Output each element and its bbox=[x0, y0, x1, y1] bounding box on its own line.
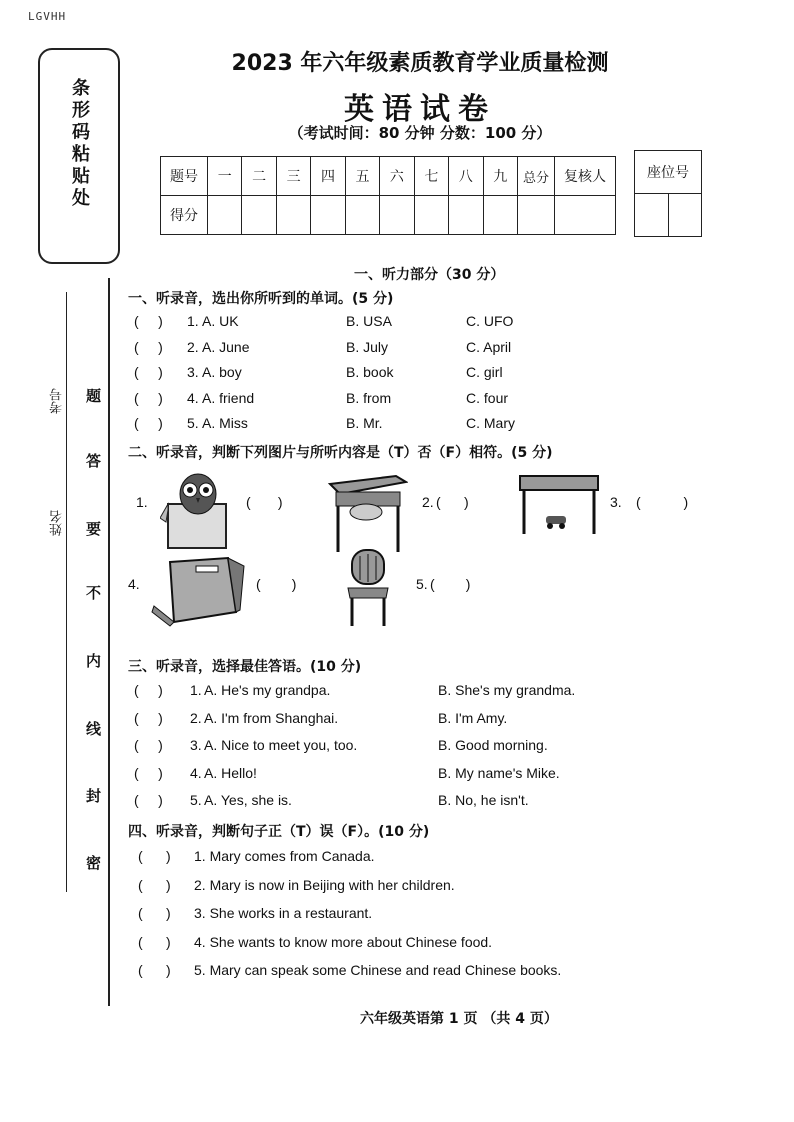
score-input-cell[interactable] bbox=[483, 196, 518, 235]
option-b: B. Mr. bbox=[346, 415, 383, 431]
score-table-score-row bbox=[161, 196, 616, 235]
owl-in-box-image bbox=[160, 470, 236, 552]
answer-blank[interactable]: ( ) bbox=[134, 415, 163, 431]
option-a: A. I'm from Shanghai. bbox=[204, 709, 339, 726]
chair-image bbox=[344, 548, 392, 628]
item-number: 3. bbox=[187, 364, 199, 380]
binding-line-inner bbox=[108, 278, 110, 1006]
option-c: C. April bbox=[466, 338, 512, 355]
score-input-cell[interactable] bbox=[414, 196, 448, 235]
car-under-desk-image bbox=[518, 474, 600, 536]
score-input-cell[interactable] bbox=[242, 196, 276, 235]
option-b: B. USA bbox=[346, 313, 392, 329]
option-a: A. June bbox=[202, 338, 250, 355]
score-input-cell[interactable] bbox=[555, 196, 616, 235]
binding-line-outer bbox=[66, 292, 67, 892]
list-item bbox=[130, 962, 690, 991]
option-c: C. girl bbox=[466, 364, 503, 380]
score-cell: 八 bbox=[449, 157, 483, 196]
section-4-list bbox=[130, 848, 690, 991]
picture-number: 5. bbox=[416, 576, 428, 592]
option-a: A. Nice to meet you, too. bbox=[204, 737, 358, 753]
barcode-label: 条形码粘贴处 bbox=[69, 78, 90, 210]
score-input-cell[interactable] bbox=[208, 196, 242, 235]
score-input-cell[interactable] bbox=[311, 196, 345, 235]
statement: 4. She wants to know more about Chinese food. bbox=[194, 933, 493, 950]
seal-char: 密 bbox=[86, 854, 102, 872]
statement: 2. Mary is now in Beijing with her children. bbox=[194, 876, 455, 893]
item-number: 1. bbox=[187, 313, 199, 329]
option-b: B. Good morning. bbox=[438, 737, 548, 753]
answer-blank[interactable]: ( ) bbox=[134, 313, 163, 329]
list-item bbox=[130, 848, 690, 877]
corner-mark: LGVHH bbox=[28, 10, 67, 23]
score-cell: 九 bbox=[483, 157, 518, 196]
list-item bbox=[130, 737, 690, 765]
list-item bbox=[130, 390, 630, 416]
answer-blank[interactable]: ( ) bbox=[134, 338, 163, 355]
subject-title: 英语试卷 bbox=[344, 92, 496, 127]
option-a: A. boy bbox=[202, 364, 242, 380]
seal-char: 要 bbox=[86, 520, 102, 538]
section-1-list bbox=[130, 313, 630, 441]
list-item bbox=[130, 765, 690, 793]
answer-blank[interactable]: ( ) bbox=[138, 905, 171, 921]
name-label: 姓名 bbox=[50, 510, 65, 536]
list-item bbox=[130, 792, 690, 820]
option-b: B. from bbox=[346, 389, 392, 406]
item-number: 4. bbox=[187, 389, 199, 406]
list-item bbox=[130, 364, 630, 390]
exam-no-label: 考号 bbox=[50, 388, 65, 414]
option-c: C. UFO bbox=[466, 313, 514, 329]
answer-blank[interactable]: ( ) bbox=[134, 792, 163, 808]
answer-blank[interactable]: ( ) bbox=[246, 494, 283, 510]
score-cell: 复核人 bbox=[555, 157, 616, 196]
statement: 5. Mary can speak some Chinese and read Chinese books. bbox=[194, 962, 562, 978]
score-input-cell[interactable] bbox=[276, 196, 310, 235]
answer-blank[interactable]: ( ) bbox=[436, 494, 469, 510]
answer-blank[interactable]: ( ) bbox=[134, 709, 163, 726]
list-item bbox=[130, 313, 630, 339]
score-input-cell[interactable] bbox=[345, 196, 379, 235]
part-title: 一、听力部分（30 分） bbox=[354, 267, 505, 283]
score-table-header-row bbox=[161, 157, 616, 196]
book-image bbox=[150, 556, 246, 628]
answer-blank[interactable]: ( ) bbox=[138, 933, 171, 950]
score-cell: 总分 bbox=[518, 157, 555, 196]
seal-char: 不 bbox=[86, 584, 102, 602]
statement: 3. She works in a restaurant. bbox=[194, 905, 373, 921]
car-on-desk-image bbox=[326, 472, 408, 554]
score-cell: 五 bbox=[345, 157, 379, 196]
list-item bbox=[130, 339, 630, 365]
option-b: B. No, he isn't. bbox=[438, 792, 529, 808]
answer-blank[interactable]: ( ) bbox=[636, 494, 689, 510]
statement: 1. Mary comes from Canada. bbox=[194, 848, 375, 864]
seal-char: 内 bbox=[86, 652, 102, 670]
list-item bbox=[130, 905, 690, 934]
list-item bbox=[130, 877, 690, 906]
answer-blank[interactable]: ( ) bbox=[134, 389, 163, 406]
answer-blank[interactable]: ( ) bbox=[138, 876, 171, 893]
score-cell: 题号 bbox=[161, 157, 208, 196]
item-number: 2. bbox=[190, 709, 202, 726]
score-cell: 三 bbox=[276, 157, 310, 196]
item-number: 5. bbox=[190, 792, 202, 808]
answer-blank[interactable]: ( ) bbox=[134, 364, 163, 380]
option-b: B. She's my grandma. bbox=[438, 682, 576, 698]
seat-table bbox=[634, 150, 702, 237]
score-input-cell[interactable] bbox=[380, 196, 414, 235]
option-a: A. UK bbox=[202, 313, 239, 329]
item-number: 3. bbox=[190, 737, 202, 753]
page-footer: 六年级英语第 1 页 （共 4 页） bbox=[360, 1011, 558, 1027]
section-3-list bbox=[130, 682, 690, 820]
item-number: 2. bbox=[187, 338, 199, 355]
option-b: B. July bbox=[346, 338, 389, 355]
option-a: A. Yes, she is. bbox=[204, 792, 292, 808]
seal-char: 题 bbox=[86, 387, 102, 405]
answer-blank[interactable]: ( ) bbox=[138, 962, 171, 978]
option-c: C. Mary bbox=[466, 415, 515, 431]
option-c: C. four bbox=[466, 389, 509, 406]
seat-label: 座位号 bbox=[635, 151, 702, 194]
score-input-cell[interactable] bbox=[518, 196, 555, 235]
answer-blank[interactable]: ( ) bbox=[134, 737, 163, 753]
section-3-title: 三、听录音，选择最佳答语。(10 分) bbox=[128, 659, 362, 675]
option-a: A. Miss bbox=[202, 415, 248, 431]
exam-title: 2023 年六年级素质教育学业质量检测 bbox=[231, 51, 609, 76]
answer-blank[interactable]: ( ) bbox=[430, 576, 471, 592]
answer-blank[interactable]: ( ) bbox=[134, 764, 163, 781]
exam-info: （考试时间：80 分钟 分数：100 分） bbox=[288, 124, 552, 142]
seal-char: 答 bbox=[86, 452, 102, 470]
picture-number: 1. bbox=[136, 494, 148, 510]
option-a: A. friend bbox=[202, 389, 255, 406]
score-input-cell[interactable] bbox=[449, 196, 483, 235]
score-cell: 六 bbox=[380, 157, 414, 196]
section-1-title: 一、听录音，选出你所听到的单词。(5 分) bbox=[128, 291, 394, 307]
score-cell: 七 bbox=[414, 157, 448, 196]
score-cell: 二 bbox=[242, 157, 276, 196]
section-2-title: 二、听录音，判断下列图片与所听内容是（T）否（F）相符。(5 分) bbox=[128, 445, 553, 461]
option-a: A. He's my grandpa. bbox=[204, 682, 331, 698]
section-4-title: 四、听录音，判断句子正（T）误（F）。(10 分) bbox=[128, 824, 430, 840]
item-number: 4. bbox=[190, 764, 202, 781]
score-table bbox=[160, 156, 616, 235]
picture-number: 4. bbox=[128, 576, 140, 592]
list-item bbox=[130, 934, 690, 963]
option-b: B. book bbox=[346, 364, 394, 380]
seal-char: 线 bbox=[86, 720, 102, 738]
score-cell: 四 bbox=[311, 157, 345, 196]
seal-char: 封 bbox=[86, 787, 102, 805]
list-item bbox=[130, 415, 630, 441]
item-number: 1. bbox=[190, 682, 202, 698]
answer-blank[interactable]: ( ) bbox=[138, 848, 171, 864]
item-number: 5. bbox=[187, 415, 199, 431]
list-item bbox=[130, 682, 690, 710]
seat-input-cell[interactable] bbox=[635, 194, 669, 237]
option-b: B. I'm Amy. bbox=[438, 709, 508, 726]
option-a: A. Hello! bbox=[204, 764, 257, 781]
option-b: B. My name's Mike. bbox=[438, 764, 560, 781]
score-cell: 一 bbox=[208, 157, 242, 196]
picture-number: 3. bbox=[610, 494, 622, 510]
answer-blank[interactable]: ( ) bbox=[256, 576, 297, 592]
answer-blank[interactable]: ( ) bbox=[134, 682, 163, 698]
list-item bbox=[130, 710, 690, 738]
seat-input-cell[interactable] bbox=[668, 194, 702, 237]
score-row-label: 得分 bbox=[161, 196, 208, 235]
picture-number: 2. bbox=[422, 494, 434, 510]
